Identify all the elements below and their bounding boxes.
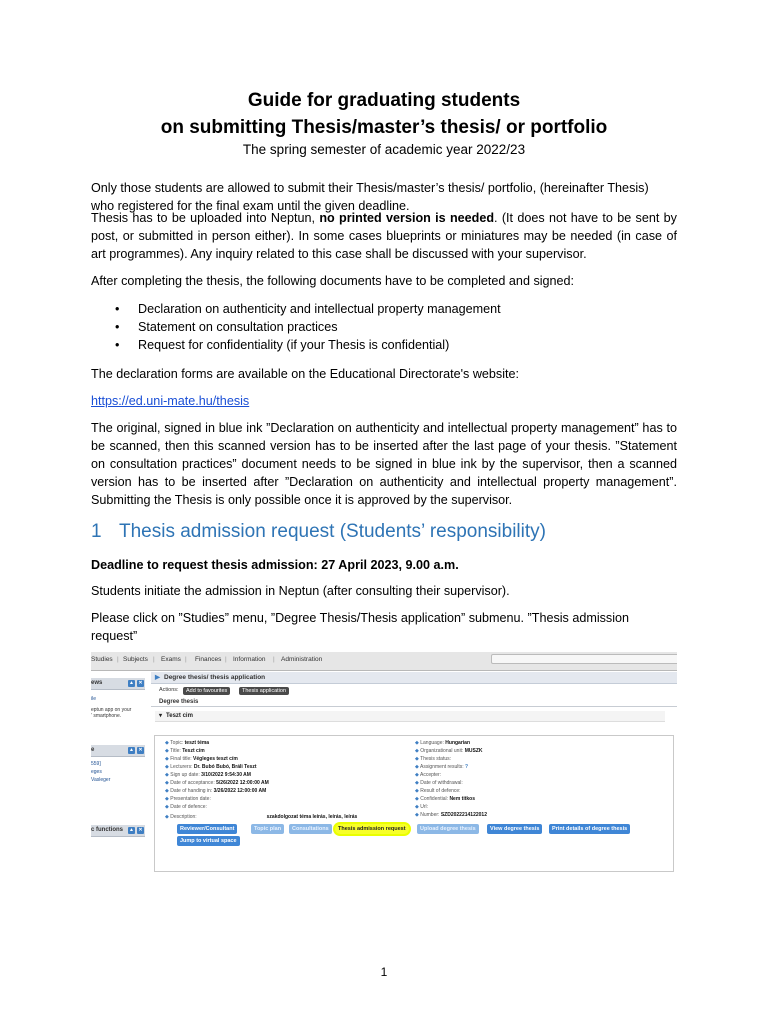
upload-degree-thesis-button[interactable]: Upload degree thesis [417, 824, 479, 834]
upload-text-c: . (It does not have to be sent by post, or submitted in person either). In some cases blueprints or miniatures may be needed (in case of art programmes). Any inquiry related to this case shall be discussed with your supervisor. [91, 211, 677, 261]
field-final-title: ◆ Final title: Végleges teszt cím [165, 756, 238, 762]
doc-subtitle: The spring semester of academic year 2022/23 [242, 142, 526, 157]
content-title [151, 672, 677, 684]
print-details-button[interactable]: Print details of degree thesis [549, 824, 630, 834]
section-title: Thesis admission request (Students’ responsibility) [119, 521, 546, 542]
panel-line[interactable]: 559] [91, 761, 101, 767]
list-item: • Request for confidentiality (if your Thesis is confidential) [91, 336, 677, 354]
paragraph-instructions [91, 609, 677, 645]
menu-finances[interactable]: Finances [195, 656, 222, 663]
instructions-line1: Please click on ”Studies” menu, ”Degree Thesis/Thesis application” submenu. ”Thesis admission [91, 611, 630, 625]
menu-studies[interactable]: Studies [91, 656, 113, 663]
field-result-of-defence: ◆ Result of defence: [415, 788, 461, 794]
deadline [91, 556, 677, 574]
paragraph-signing: The original, signed in blue ink ”Declaration on authenticity and intellectual property management” has to be scanned, then this scanned version has to be inserted after the last page of your thesis. ”Statement on consultation practices” document needs to be signed in blue ink by the supervisor, then a scanned version has to be inserted after ”Declaration on authenticity and intellectual property management”. Submitting the Thesis is only possible once it is approved by the supervisor. [91, 421, 677, 507]
add-to-favourites-button[interactable]: Add to favourites [183, 687, 230, 695]
section-heading [91, 521, 546, 543]
panel-title-text: e [91, 747, 95, 753]
field-thesis-status: ◆ Thesis status: [415, 756, 452, 762]
consultations-button[interactable]: Consultations [289, 824, 332, 834]
eligibility-line2: who registered for the final exam until the given deadline. [91, 199, 410, 213]
documents-list [91, 300, 677, 354]
reviewer-consultant-button[interactable]: Reviewer/Consultant [177, 824, 237, 834]
field-organizational-unit: ◆ Organizational unit: MUSZK [415, 748, 483, 754]
doc-title-line2: on submitting Thesis/master’s thesis/ or portfolio [160, 117, 608, 138]
instructions-line2: request” [91, 629, 138, 643]
left-panel-functions [91, 825, 145, 839]
eligibility-line1: Only those students are allowed to submit their Thesis/master’s thesis/ portfolio, (hereinafter Thesis) [91, 181, 649, 195]
panel-title-text: ews [91, 680, 103, 686]
panel-line: eptun app on your [91, 707, 132, 713]
menu-subjects[interactable]: Subjects [123, 656, 148, 663]
left-panel-news [91, 678, 145, 738]
field-sign-up-date: ◆ Sign up date: 3/10/2022 9:54:30 AM [165, 772, 251, 778]
paragraph-upload [91, 209, 677, 263]
degree-thesis-label: Degree thesis [159, 699, 199, 705]
field-title: ◆ Title: Teszt cím [165, 748, 205, 754]
left-panel-2 [91, 745, 145, 805]
neptun-content [151, 672, 677, 873]
field-number: ◆ Number: SZD2022214122012 [415, 812, 487, 818]
thesis-application-button[interactable]: Thesis application [239, 687, 289, 695]
list-item: • Statement on consultation practices [91, 318, 677, 336]
close-icon[interactable]: ✕ [138, 747, 143, 753]
field-lecturers: ◆ Lecturers: Dr. Bubó Bubó, Bráli Teszt [165, 764, 257, 770]
actions-label: Actions: [159, 687, 179, 693]
topic-plan-button[interactable]: Topic plan [251, 824, 284, 834]
thesis-details-box [154, 735, 674, 872]
panel-line: ile [91, 696, 97, 702]
panel-line: ’ smartphone. [91, 713, 122, 719]
paragraph-documents: After completing the thesis, the following documents have to be completed and signed: [91, 274, 575, 288]
view-degree-thesis-button[interactable]: View degree thesis [487, 824, 542, 834]
upload-text-bold: no printed version is needed [319, 211, 495, 225]
expand-icon: ▾ [159, 713, 163, 719]
list-item: • Declaration on authenticity and intellectual property management [91, 300, 677, 318]
field-date-of-defence: ◆ Date of defence: [165, 804, 207, 810]
field-presentation-date: ◆ Presentation date: [165, 796, 211, 802]
deadline-text: Deadline to request thesis admission: 27 April 2023, 9.00 a.m. [91, 558, 459, 572]
menu-administration[interactable]: Administration [281, 656, 323, 663]
jump-to-virtual-space-button[interactable]: Jump to virtual space [177, 836, 240, 846]
menu-information[interactable]: Information [233, 656, 266, 663]
field-date-of-acceptance: ◆ Date of acceptance: 5/26/2022 12:00:00 AM [165, 780, 269, 786]
neptun-search-box[interactable] [491, 654, 677, 664]
panel-title [91, 825, 145, 837]
field-confidential: ◆ Confidential: Nem titkos [415, 796, 475, 802]
field-description: ◆ Description: szakdolgozat téma leírás, leírás, leírás [165, 814, 358, 820]
paragraph-forms: The declaration forms are available on the Educational Directorate's website: [91, 367, 520, 381]
link-container [91, 392, 677, 410]
doc-title-line1: Guide for graduating students [247, 90, 521, 111]
collapse-icon[interactable]: ▲ [129, 680, 134, 686]
thesis-row-title: Teszt cim [166, 713, 193, 719]
neptun-screenshot [91, 652, 677, 873]
field-date-of-handing-in: ◆ Date of handing in: 3/26/2022 12:00:00 AM [165, 788, 267, 794]
upload-text-a: Thesis has to be uploaded into Neptun, [91, 211, 320, 225]
help-icon: ? [465, 764, 469, 770]
field-assignment-results: ◆ Assignment results: ? [415, 764, 469, 770]
panel-title-text: c functions [91, 827, 124, 833]
panel-title [91, 745, 145, 757]
thesis-row-header[interactable] [155, 711, 665, 722]
panel-line[interactable]: Vasleger [91, 777, 111, 783]
thesis-admission-request-button[interactable]: Thesis admission request [335, 824, 409, 834]
field-accepter: ◆ Accepter: [415, 772, 442, 778]
arrow-icon: ▶ [155, 674, 160, 681]
panel-title [91, 678, 145, 690]
neptun-menubar: Studies | Subjects | Exams | Finances | Information | Administration [91, 652, 677, 671]
collapse-icon[interactable]: ▲ [129, 827, 134, 833]
page-number: 1 [380, 965, 388, 979]
section-number: 1 [91, 521, 102, 542]
paragraph-initiate: Students initiate the admission in Neptun (after consulting their supervisor). [91, 584, 510, 598]
close-icon[interactable]: ✕ [138, 827, 143, 833]
divider [151, 706, 677, 707]
field-language: ◆ Language: Hungarian [415, 740, 471, 746]
field-topic: ◆ Topic: teszt téma [165, 740, 210, 746]
menu-exams[interactable]: Exams [161, 656, 181, 663]
panel-line[interactable]: eges [91, 769, 102, 775]
content-title-text: Degree thesis/ thesis application [164, 674, 266, 681]
collapse-icon[interactable]: ▲ [129, 747, 134, 753]
close-icon[interactable]: ✕ [138, 680, 143, 686]
ed-website-link[interactable]: https://ed.uni-mate.hu/thesis [91, 394, 250, 408]
field-date-of-withdrawal: ◆ Date of withdrawal: [415, 780, 463, 786]
field-url: ◆ Url: [415, 804, 429, 810]
